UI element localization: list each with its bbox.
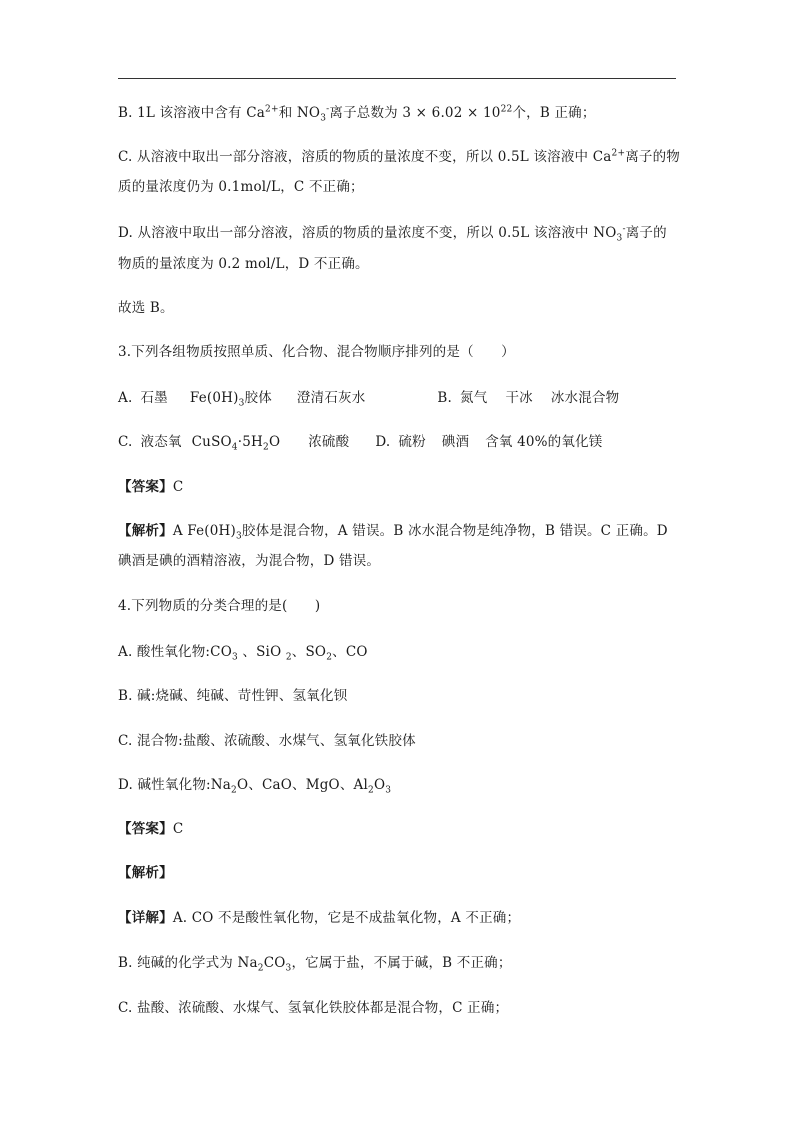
detail-4-b: B. 纯碱的化学式为 $Na_2CO_3$，它属于盐，不属于碱，B 不正确； [118,955,512,974]
answer-4: 【答案】C [118,821,184,837]
question-3: 3.下列各组物质按照单质、化合物、混合物顺序排列的是（ ） [118,344,515,360]
analysis-3-line2: 碘酒是碘的酒精溶液，为混合物，D 错误。 [118,553,381,569]
analysis-4-header: 【解析】 [118,865,173,881]
question-4: 4.下列物质的分类合理的是( ) [118,598,321,614]
question-4-option-b: B. 碱:烧碱、纯碱、苛性钾、氢氧化钡 [118,688,348,704]
question-4-option-d: D. 碱性氧化物$:Na_2O$、CaO、MgO、$Al_2O_3$ [118,777,392,796]
option-d-explanation-line1: D. 从溶液中取出一部分溶液，溶质的物质的量浓度不变，所以 0.5L 该溶液中 $NO_3^-$离子的 [118,224,667,244]
question-3-options-ab: A. 石墨 $Fe(0H)_3$胶体 澄清石灰水 B. 氮气 干冰 冰水混合物 [118,390,620,409]
detail-4-c: C. 盐酸、浓硫酸、水煤气、氢氧化铁胶体都是混合物，C 正确； [118,1000,509,1016]
answer-3: 【答案】C [118,479,184,495]
question-4-option-a: A. 酸性氧化物$:CO_3$ 、SiO $_2$、$SO_2$、CO [118,644,368,663]
option-c-explanation-line1: C. 从溶液中取出一部分溶液，溶质的物质的量浓度不变，所以 0.5L 该溶液中 $Ca^{2+}$离子的物 [118,148,681,165]
header-rule [118,78,676,79]
question-4-option-c: C. 混合物:盐酸、浓硫酸、水煤气、氢氧化铁胶体 [118,733,416,749]
analysis-3-line1: 【解析】A $Fe(0H)_3$胶体是混合物，A 错误。B 冰水混合物是纯净物，B 错误。C 正确。D [118,523,668,542]
option-d-explanation-line2: 物质的量浓度为 0.2 mol/L，D 不正确。 [118,256,369,272]
question-3-options-cd: C. 液态氧 $CuSO_4\cdot 5H_2O$ 浓硫酸 D. 硫粉 碘酒 含氧 40%的氧化镁 [118,434,603,453]
detail-4-a: 【详解】A. CO 不是酸性氧化物，它是不成盐氧化物，A 不正确； [118,910,521,926]
option-c-explanation-line2: 质的量浓度仍为 0.1mol/L，C 不正确； [118,179,364,195]
option-b-explanation: B. 1L 该溶液中含有 $Ca^{2+}$和 $NO_3^-$离子总数为 $3 \times 6.02 \times 10^{22}$个，B 正确； [118,104,596,124]
choose-answer: 故选 B。 [118,300,174,316]
